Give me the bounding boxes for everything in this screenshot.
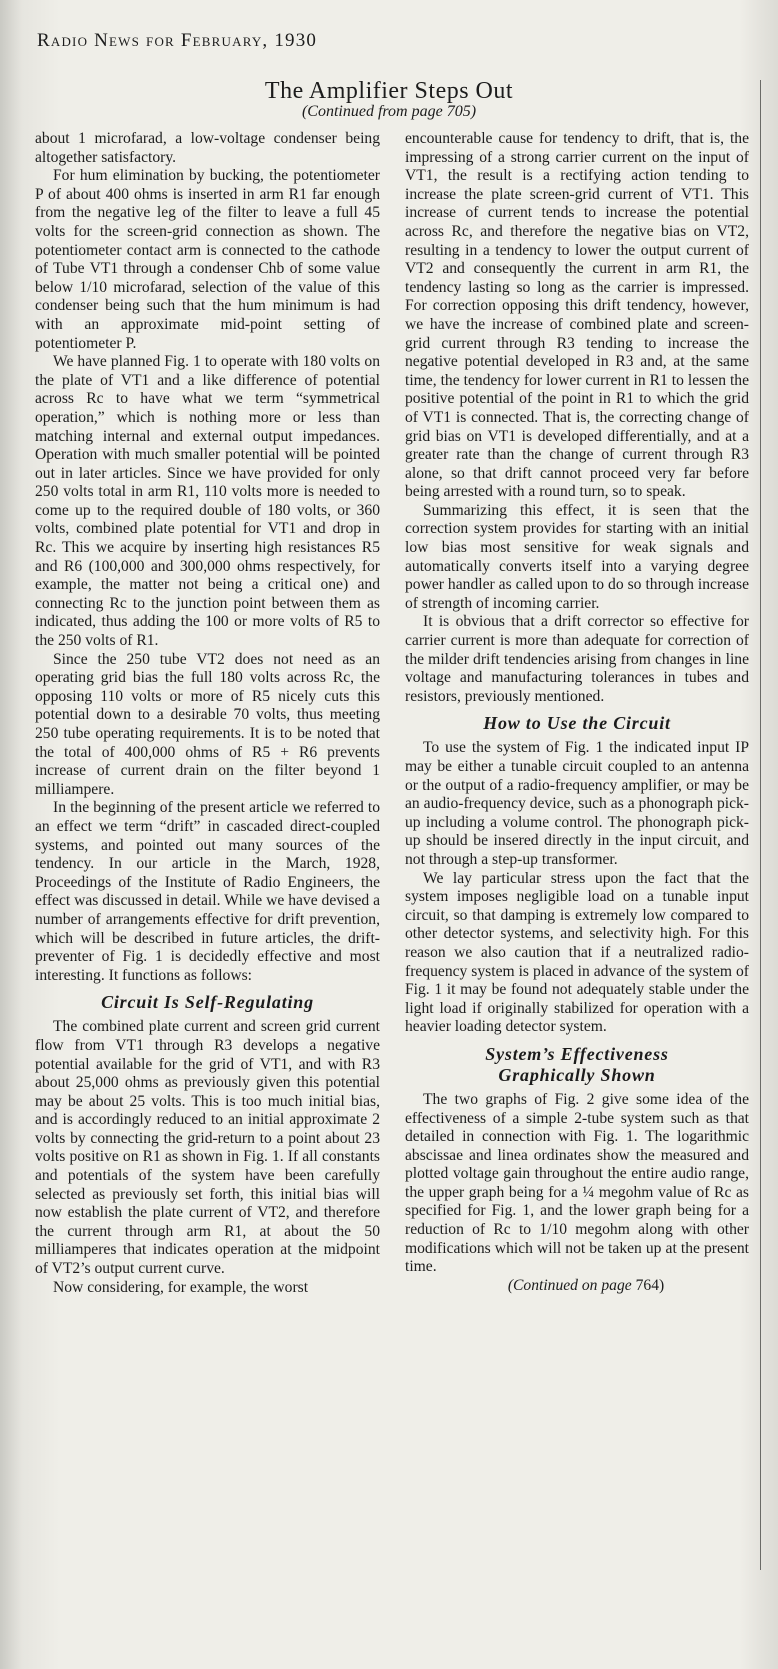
paragraph: encounterable cause for tendency to drift, that is, the impressing of a strong carrier current on the input of VT1, the result is a rectifying action tending to increase the plate screen-grid current of VT1. This increase of current tends to increase the potential across Rc, and therefore the negative bias on VT2, resulting in a tendency to lower the output current of VT2 and consequently the current in arm R1, the tendency lasting so long as the carrier is impressed. For correction opposing this drift tendency, however, we have the increase of combined plate and screen-grid current through R3 tending to increase the negative potential developed in R3 and, at the same time, the tendency for lower current in R1 to lessen the positive potential of the point in R1 to which the grid of VT1 is connected. That is, the correcting change of grid bias on VT1 is developed differentially, and at a greater rate than the change of current through R3 alone, so that drift cannot proceed very far before being arrested with a round turn, so to speak.: [405, 130, 749, 501]
section-heading: How to Use the Circuit: [483, 713, 671, 734]
paragraph: It is obvious that a drift corrector so effective for carrier current is more than adequate for correction of the milder drift tendencies arising from changes in line voltage and manufacturing tolerances in tubes and resistors, previously mentioned.: [405, 613, 749, 705]
paragraph: We lay particular stress upon the fact that the system imposes negligible load on a tunable input circuit, so that damping is extremely low compared to other detector systems, and selectivity high. For this reason we also caution that if a neutralized radio-frequency system is placed in advance of the system of Fig. 1 it may be found not adequately stable under the light load if originally stabilized for operation with a heavier loading detector system.: [405, 869, 749, 1036]
section-heading: Circuit Is Self-Regulating: [101, 992, 314, 1013]
article-title: The Amplifier Steps Out: [264, 78, 514, 104]
heading-line: System’s Effectiveness: [485, 1043, 669, 1064]
paragraph: Summarizing this effect, it is seen that the correction system provides for starting with an initial low bias most sensitive for weak signals and automatically converts itself into a varying degree power handler as called upon to do so through increase of strength of incoming carrier.: [405, 501, 749, 612]
continued-on-prefix: (Continued on page: [507, 1276, 632, 1294]
paragraph: To use the system of Fig. 1 the indicated input IP may be either a tunable circuit coupled to an antenna or the output of a radio-frequency amplifier, or may be an audio-frequency device, such as a phonograph pick-up including a volume control. The phonograph pick-up should be insered directly in the input circuit, and not through a step-up transformer.: [405, 739, 749, 868]
paragraph: about 1 microfarad, a low-voltage condenser being altogether satisfactory.: [35, 130, 380, 166]
continued-on-note: [405, 1277, 749, 1296]
continued-from-note: (Continued from page 705): [301, 103, 477, 120]
paragraph: In the beginning of the present article we referred to an effect we term “drift” in cascaded direct-coupled systems, and pointed out many sources of the tendency. In our article in the March, 1928, Proceedings of the Institute of Radio Engineers, the effect was discussed in detail. While we have devised a number of arrangements effective for drift prevention, which will be described in future articles, the drift-preventer of Fig. 1 is decidedly effective and most interesting. It functions as follows:: [35, 799, 380, 984]
paragraph: Since the 250 tube VT2 does not need as an operating grid bias the full 180 volts across Rc, the opposing 110 volts or more of R5 nicely cuts this potential down to a desirable 70 volts, thus meeting 250 tube operating requirements. It is to be noted that the total of 400,000 ohms of R5 + R6 prevents increase of current drain on the filter beyond 1 milliampere.: [35, 650, 380, 798]
paragraph: The combined plate current and screen grid current flow from VT1 through R3 develops a negative potential available for the grid of VT1, and with R3 about 25,000 ohms as previously given this potential may be about 25 volts. This is too much initial bias, and is accordingly reduced to an initial approximate 2 volts by connecting the grid-return to a point about 23 volts positive on R1 as shown in Fig. 1. If all constants and potentials of the system have been carefully selected as previously set forth, this initial bias will now establish the plate current of VT2, and therefore the current through arm R1, at about the 50 milliamperes that indicates operation at the midpoint of VT2’s output current curve.: [35, 1018, 380, 1278]
heading-line: Graphically Shown: [498, 1064, 656, 1085]
page-edge-rule: [760, 80, 761, 1570]
paragraph: Now considering, for example, the worst: [53, 1278, 309, 1296]
continued-on-page: 764): [635, 1276, 665, 1294]
paragraph: We have planned Fig. 1 to operate with 180 volts on the plate of VT1 and a like difference of potential across Rc to have what we term “symmetrical operation,” which is nothing more or less than matching internal and external output impedances. Operation with much smaller potential will be pointed out in later articles. Since we have provided for only 250 volts total in arm R1, 110 volts more is needed to come up to the required double of 180 volts, or 360 volts, combined plate potential for VT1 and drop in Rc. This we acquire by inserting high resistances R5 and R6 (100,000 and 300,000 ohms respectively, for example, the matter not being a critical one) and connecting Rc to the junction point between them as indicated, thus adding the 100 or more volts of R5 to the 250 volts of R1.: [35, 353, 380, 650]
running-head: Radio News for February, 1930: [37, 30, 318, 51]
paragraph: For hum elimination by bucking, the potentiometer P of about 400 ohms is inserted in arm R1 far enough from the negative leg of the filter to leave a full 45 volts for the screen-grid connection as shown. The potentiometer contact arm is connected to the cathode of Tube VT1 through a condenser Chb of some value below 1/10 microfarad, selection of the value of this condenser being such that the hum minimum is had with an approximate mid-point setting of potentiometer P.: [35, 167, 380, 352]
section-heading: [405, 1044, 749, 1086]
paragraph: The two graphs of Fig. 2 give some idea of the effectiveness of a simple 2-tube system such as that detailed in connection with Fig. 1. The logarithmic abscissae and linea ordinates show the measured and plotted voltage gain throughout the entire audio range, the upper graph being for a ¼ megohm value of Rc as specified for Fig. 1, and the lower graph being for a reduction of Rc to 1/10 megohm along with other modifications which will not be taken up at the present time.: [405, 1090, 749, 1276]
left-column: [35, 130, 380, 1297]
right-column: [405, 130, 749, 1295]
